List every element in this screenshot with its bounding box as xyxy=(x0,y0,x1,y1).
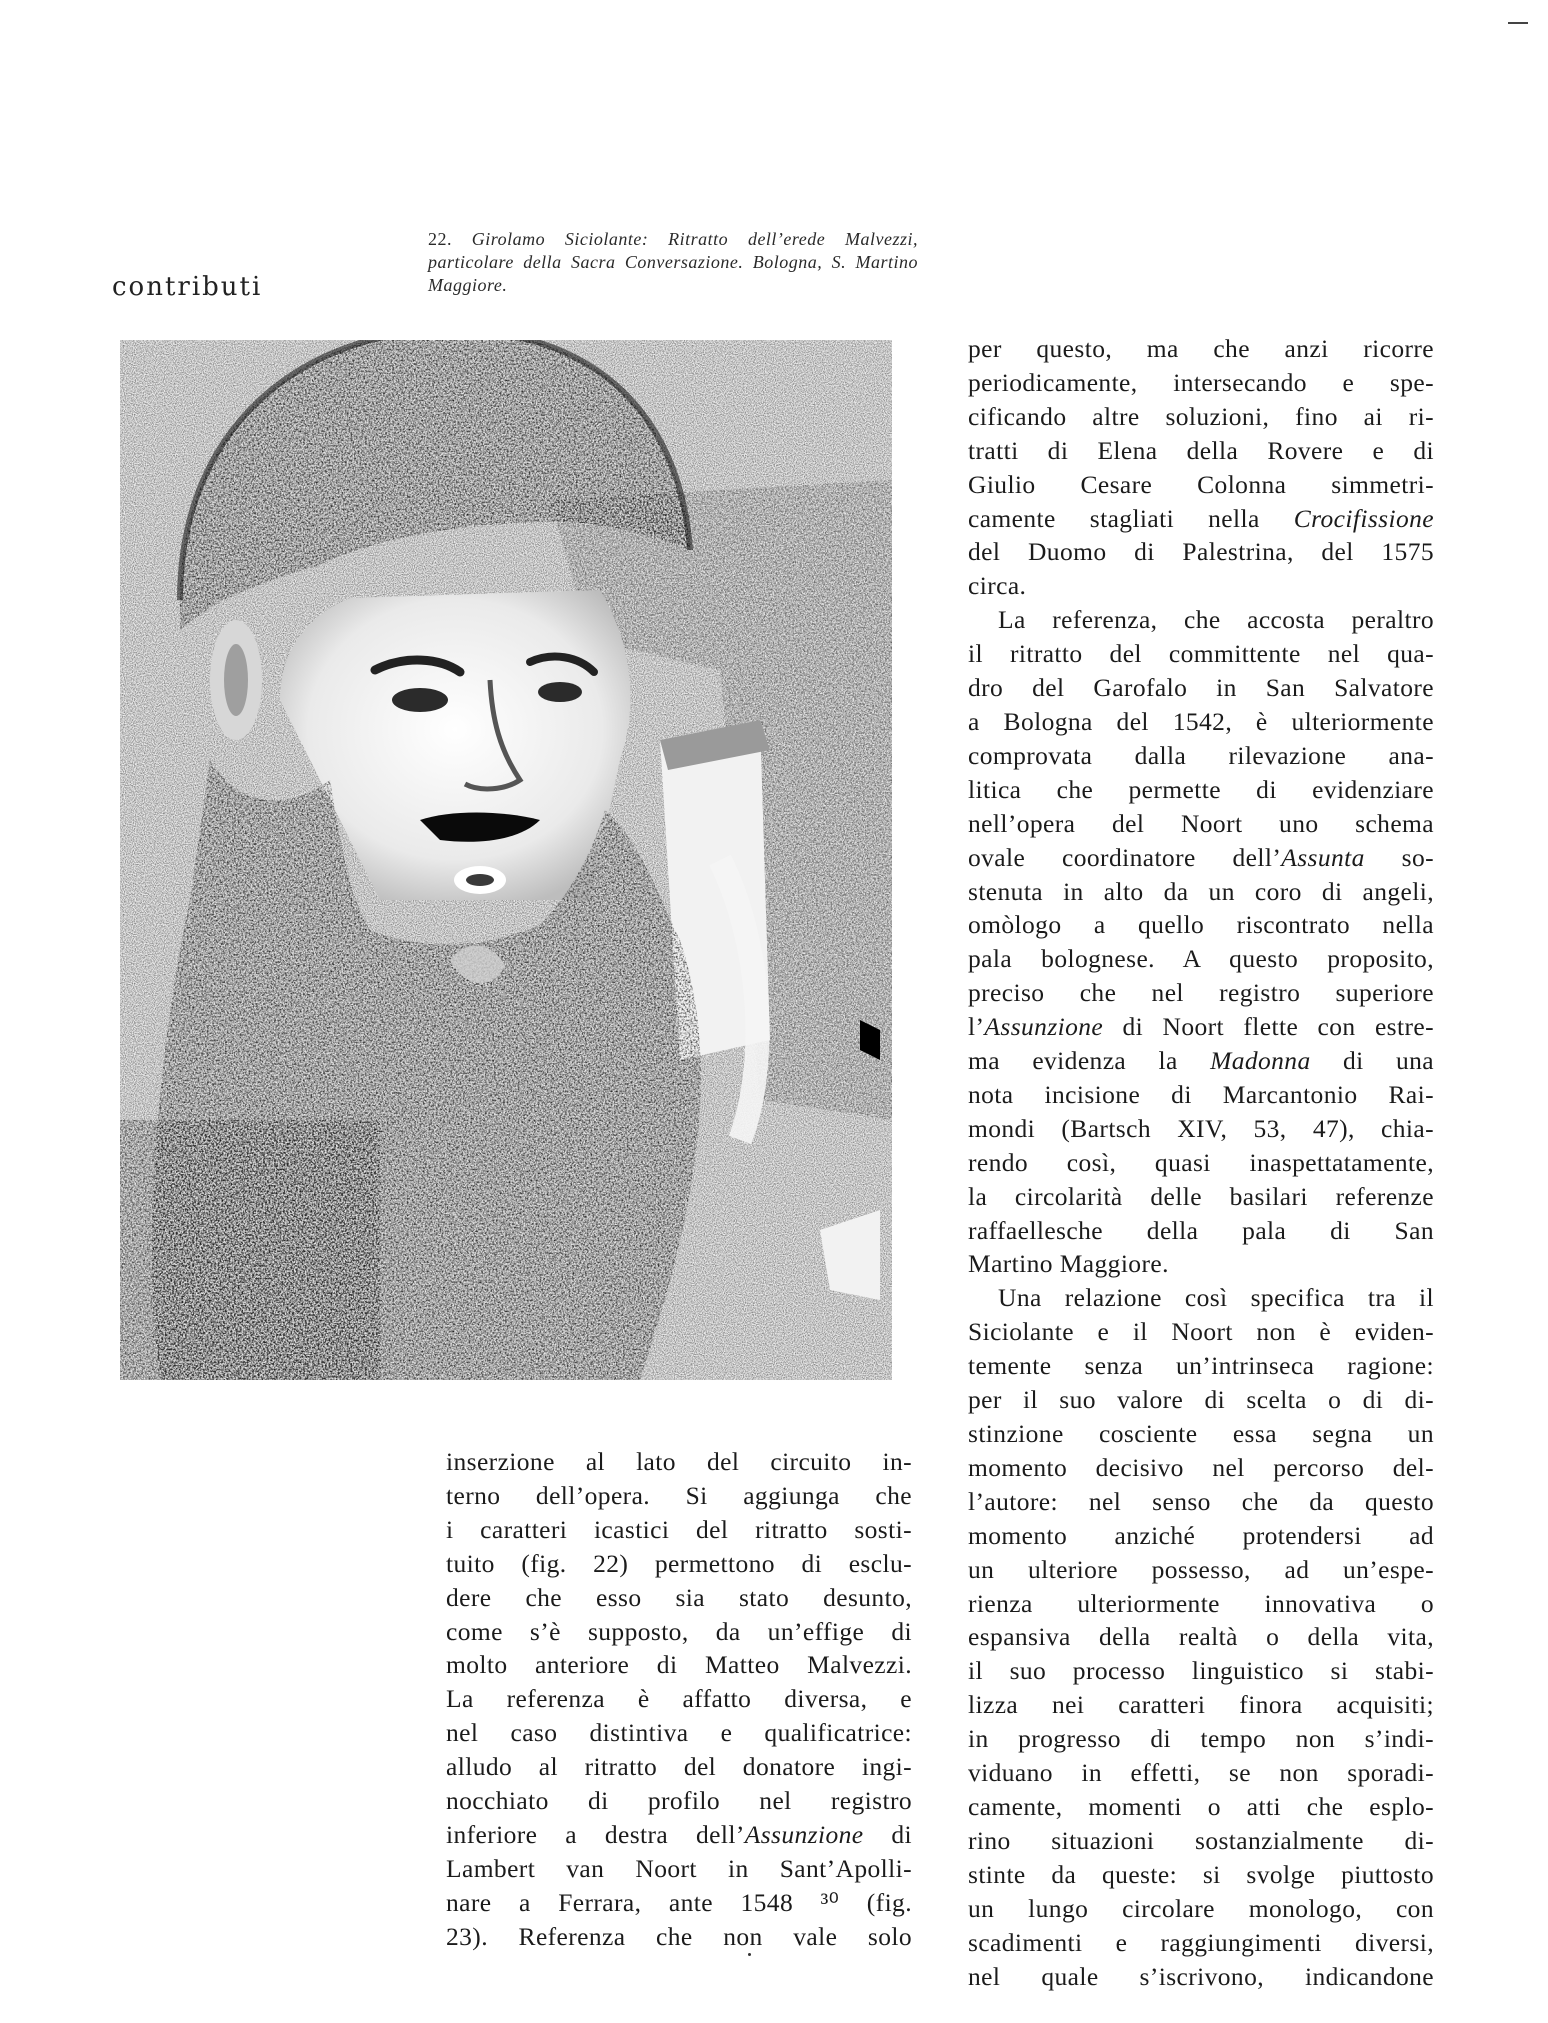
text-line: Martino Maggiore. xyxy=(968,1249,1169,1279)
text-line: un lungo circolare monologo, con xyxy=(968,1893,1434,1923)
text-line: stinzione cosciente essa segna un xyxy=(968,1419,1434,1448)
text-line: il ritratto del committente nel qua- xyxy=(968,639,1434,669)
text-segment: di Noort flette con estre- xyxy=(1103,1012,1434,1042)
text-line: rienza ulteriormente innovativa o xyxy=(968,1588,1434,1618)
text-line: come s’è supposto, da un’effige di xyxy=(446,1616,912,1646)
text-line: circa. xyxy=(968,571,1027,601)
text-line: l’autore: nel senso che da questo xyxy=(968,1486,1434,1516)
text-line: a Bologna del 1542, è ulteriormente xyxy=(968,706,1434,736)
text-line: i caratteri icastici del ritratto sosti- xyxy=(446,1514,912,1544)
text-line: Giulio Cesare Colonna simmetri- xyxy=(968,469,1434,499)
italic-title: Madonna xyxy=(1210,1046,1311,1076)
text-line: nel caso distintiva e qualificatrice: xyxy=(446,1718,912,1748)
italic-title: Crocifissione xyxy=(1293,503,1434,533)
text-line: molto anteriore di Matteo Malvezzi. xyxy=(446,1650,912,1680)
text-line: inserzione al lato del circuito in- xyxy=(446,1447,912,1476)
text-line: momento decisivo nel percorso del- xyxy=(968,1452,1434,1482)
figure-caption-text: Girolamo Siciolante: Ritratto dell’erede Malvezzi, particolare della Sacra Conversazione. Bologna, S. Martino Maggiore. xyxy=(428,229,918,295)
text-line: La referenza, che accosta peraltro xyxy=(998,605,1434,635)
figure-number: 22. xyxy=(428,229,452,249)
text-line xyxy=(968,1044,1434,1078)
text-line: lizza nei caratteri finora acquisiti; xyxy=(968,1690,1434,1720)
italic-title: Assunta xyxy=(1281,842,1365,872)
text-segment: di una xyxy=(1310,1046,1434,1076)
text-line xyxy=(446,1818,912,1852)
text-line: stenuta in alto da un coro di angeli, xyxy=(968,876,1434,906)
text-segment: l’ xyxy=(968,1012,985,1042)
text-column-right xyxy=(968,332,1434,1993)
page-speck xyxy=(748,1953,751,1956)
text-segment: di xyxy=(863,1819,912,1849)
text-segment: ovale coordinatore dell’ xyxy=(968,842,1282,872)
text-column-left xyxy=(446,1445,912,1954)
text-line: cificando altre soluzioni, fino ai ri- xyxy=(968,401,1434,431)
text-line: omòlogo a quello riscontrato nella xyxy=(968,910,1434,940)
text-line: comprovata dalla rilevazione ana- xyxy=(968,740,1434,770)
text-line: stinte da queste: si svolge piuttosto xyxy=(968,1859,1434,1889)
text-line: un ulteriore possesso, ad un’espe- xyxy=(968,1554,1434,1584)
text-line: per il suo valore di scelta o di di- xyxy=(968,1385,1434,1415)
text-line: 23). Referenza che non vale solo xyxy=(446,1921,912,1951)
text-line: nare a Ferrara, ante 1548 ³⁰ (fig. xyxy=(446,1887,912,1917)
text-segment: camente stagliati nella xyxy=(968,503,1294,533)
text-line xyxy=(968,841,1434,875)
italic-title: Assunzione xyxy=(984,1012,1104,1042)
text-line: terno dell’opera. Si aggiunga che xyxy=(446,1480,912,1510)
text-line: in progresso di tempo non s’indi- xyxy=(968,1724,1434,1754)
page-corner-mark xyxy=(1508,22,1528,24)
text-line: espansiva della realtà o della vita, xyxy=(968,1622,1434,1652)
text-line: periodicamente, intersecando e spe- xyxy=(968,367,1434,397)
text-line: Lambert van Noort in Sant’Apolli- xyxy=(446,1853,912,1883)
text-line: momento anziché protendersi ad xyxy=(968,1520,1434,1550)
text-line: temente senza un’intrinseca ragione: xyxy=(968,1351,1434,1381)
text-line: tratti di Elena della Rovere e di xyxy=(968,435,1434,465)
text-line: la circolarità delle basilari referenze xyxy=(968,1181,1434,1211)
text-line: rino situazioni sostanzialmente di- xyxy=(968,1825,1434,1855)
section-label: contributi xyxy=(112,272,263,302)
text-line: raffaellesche della pala di San xyxy=(968,1215,1434,1245)
figure-caption xyxy=(428,228,918,297)
text-segment: ma evidenza la xyxy=(968,1046,1211,1076)
text-line: camente, momenti o atti che esplo- xyxy=(968,1791,1434,1821)
text-line: Una relazione così specifica tra il xyxy=(998,1283,1434,1313)
portrait-image xyxy=(120,340,892,1380)
text-line: per questo, ma che anzi ricorre xyxy=(968,334,1434,363)
text-line: rendo così, quasi inaspettatamente, xyxy=(968,1147,1434,1177)
text-segment: inferiore a destra dell’ xyxy=(446,1819,745,1849)
text-line: La referenza è affatto diversa, e xyxy=(446,1684,912,1714)
text-line: litica che permette di evidenziare xyxy=(968,774,1434,804)
text-line: preciso che nel registro superiore xyxy=(968,978,1434,1008)
text-segment: so- xyxy=(1364,842,1434,872)
text-line: scadimenti e raggiungimenti diversi, xyxy=(968,1927,1434,1957)
text-line: alludo al ritratto del donatore ingi- xyxy=(446,1752,912,1782)
text-line: viduano in effetti, se non sporadi- xyxy=(968,1758,1434,1788)
text-line xyxy=(968,1010,1434,1044)
text-line: tuito (fig. 22) permettono di esclu- xyxy=(446,1548,912,1578)
text-line: del Duomo di Palestrina, del 1575 xyxy=(968,537,1434,567)
text-line: nota incisione di Marcantonio Rai- xyxy=(968,1079,1434,1109)
text-line: nel quale s’iscrivono, indicandone xyxy=(968,1961,1434,1991)
text-line: nocchiato di profilo nel registro xyxy=(446,1786,912,1816)
text-line: dro del Garofalo in San Salvatore xyxy=(968,673,1434,703)
text-line xyxy=(968,502,1434,536)
portrait-photograph xyxy=(120,340,892,1380)
text-line: nell’opera del Noort uno schema xyxy=(968,808,1434,838)
text-line: il suo processo linguistico si stabi- xyxy=(968,1656,1434,1686)
text-line: mondi (Bartsch XIV, 53, 47), chia- xyxy=(968,1113,1434,1143)
text-line: pala bolognese. A questo proposito, xyxy=(968,944,1434,974)
text-line: Siciolante e il Noort non è eviden- xyxy=(968,1317,1434,1347)
italic-title: Assunzione xyxy=(744,1819,864,1849)
text-line: dere che esso sia stato desunto, xyxy=(446,1582,912,1612)
